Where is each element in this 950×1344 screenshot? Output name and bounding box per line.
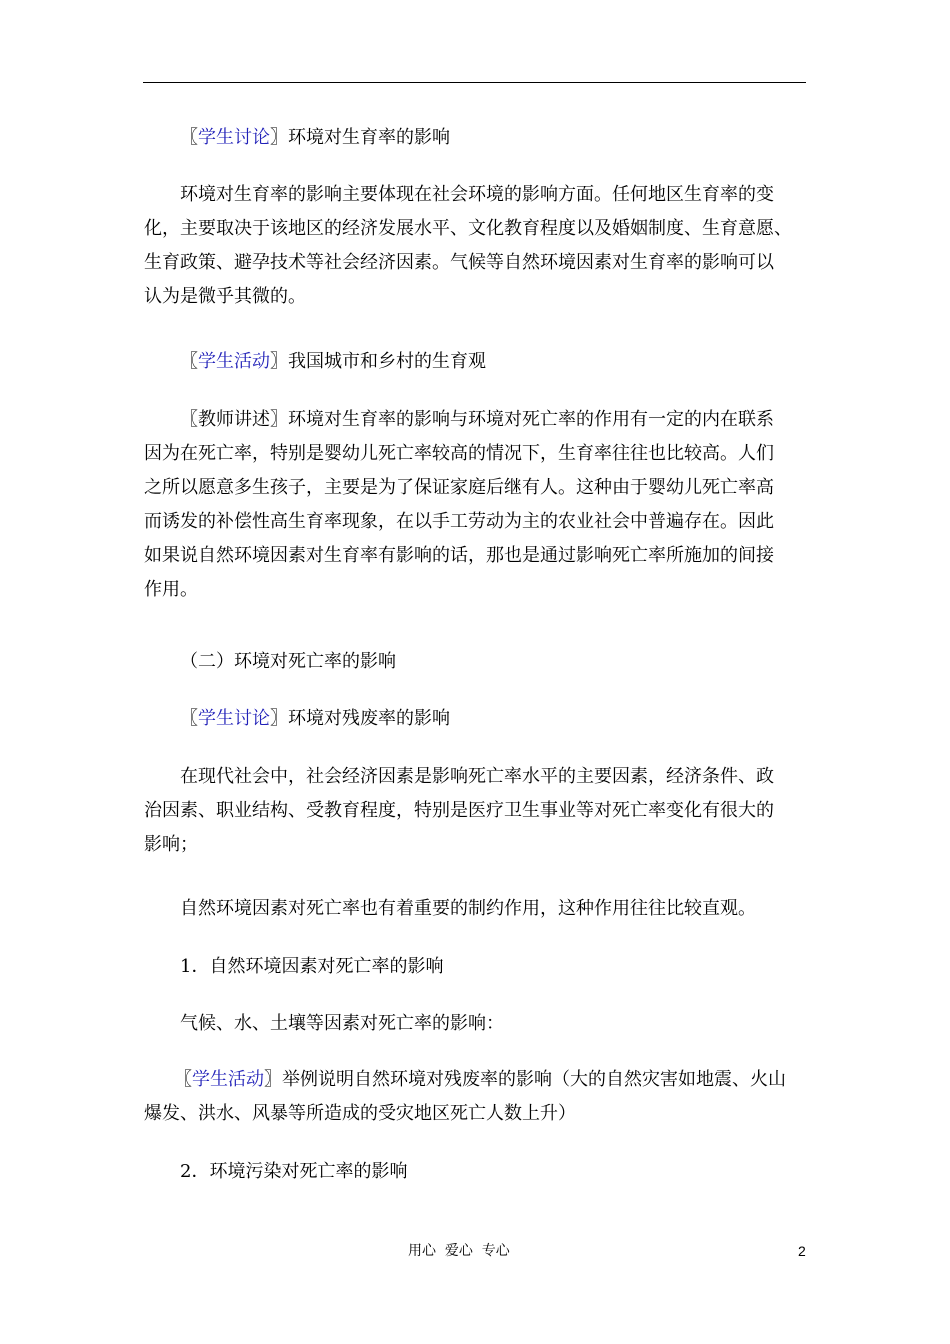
bracket-close: 〗 (270, 708, 288, 729)
activity-heading-fertility-views (144, 345, 844, 379)
tag-label: 学生讨论 (198, 708, 270, 729)
text-line: 因为在死亡率，特别是婴幼儿死亡率较高的情况下，生育率往往也比较高。人们 (144, 443, 774, 464)
text-line: 〖教师讲述〗环境对生育率的影响与环境对死亡率的作用有一定的内在联系 (180, 409, 774, 430)
bracket-open: 〖 (174, 1069, 192, 1090)
text-line: 在现代社会中，社会经济因素是影响死亡率水平的主要因素，经济条件、政 (180, 766, 774, 787)
bracket-open: 〖 (180, 708, 198, 729)
bracket-open: 〖 (180, 127, 198, 148)
bracket-close: 〗 (270, 127, 288, 148)
text-line: 如果说自然环境因素对生育率有影响的话，那也是通过影响死亡率所施加的间接 (144, 545, 774, 566)
heading-text: 1．自然环境因素对死亡率的影响 (180, 956, 444, 977)
heading-text: 环境对残废率的影响 (288, 708, 450, 729)
heading-text: （二）环境对死亡率的影响 (180, 651, 396, 672)
text-line: 影响； (144, 834, 198, 855)
activity-paragraph-natural-disasters (144, 1063, 808, 1131)
bracket-close: 〗 (270, 351, 288, 372)
paragraph-teacher-lecture (144, 403, 808, 607)
footer-motto: 用心 爱心 专心 (408, 1243, 510, 1259)
text-line: 化，主要取决于该地区的经济发展水平、文化教育程度以及婚姻制度、生育意愿、 (144, 218, 792, 239)
paragraph-natural-factors (144, 892, 844, 926)
text-line: 生育政策、避孕技术等社会经济因素。气候等自然环境因素对生育率的影响可以 (144, 252, 774, 273)
text-line (144, 1063, 808, 1097)
tag-label: 学生活动 (192, 1069, 264, 1090)
line-rest: 〗举例说明自然环境对残废率的影响（大的自然灾害如地震、火山 (264, 1069, 786, 1090)
text-line: 治因素、职业结构、受教育程度，特别是医疗卫生事业等对死亡率变化有很大的 (144, 800, 774, 821)
page-number: 2 (798, 1243, 806, 1259)
text-line: 爆发、洪水、风暴等所造成的受灾地区死亡人数上升） (144, 1103, 576, 1124)
tag-label: 学生活动 (198, 351, 270, 372)
text-line: 环境对生育率的影响主要体现在社会环境的影响方面。任何地区生育率的变 (180, 184, 774, 205)
paragraph-text: 自然环境因素对死亡率也有着重要的制约作用，这种作用往往比较直观。 (180, 898, 756, 919)
tag-label: 学生讨论 (198, 127, 270, 148)
text-line: 认为是微乎其微的。 (144, 286, 306, 307)
subheading-pollution (144, 1155, 844, 1189)
bracket-open: 〖 (180, 351, 198, 372)
section-heading-death-rate (144, 645, 844, 679)
subheading-natural-environment (144, 950, 844, 984)
heading-text: 环境对生育率的影响 (288, 127, 450, 148)
discussion-heading-birth-rate (144, 121, 844, 155)
text-line: 之所以愿意多生孩子，主要是为了保证家庭后继有人。这种由于婴幼儿死亡率高 (144, 477, 774, 498)
heading-text: 我国城市和乡村的生育观 (288, 351, 486, 372)
discussion-heading-disability-rate (144, 702, 844, 736)
heading-text: 2．环境污染对死亡率的影响 (180, 1161, 408, 1182)
text-line: 作用。 (144, 579, 198, 600)
paragraph-text: 气候、水、土壤等因素对死亡率的影响： (180, 1013, 504, 1034)
text-line: 而诱发的补偿性高生育率现象，在以手工劳动为主的农业社会中普遍存在。因此 (144, 511, 774, 532)
header-rule (143, 82, 806, 83)
paragraph-social-factors (144, 760, 808, 862)
paragraph-birth-rate-explanation (144, 178, 808, 314)
paragraph-climate-water-soil (144, 1007, 844, 1041)
